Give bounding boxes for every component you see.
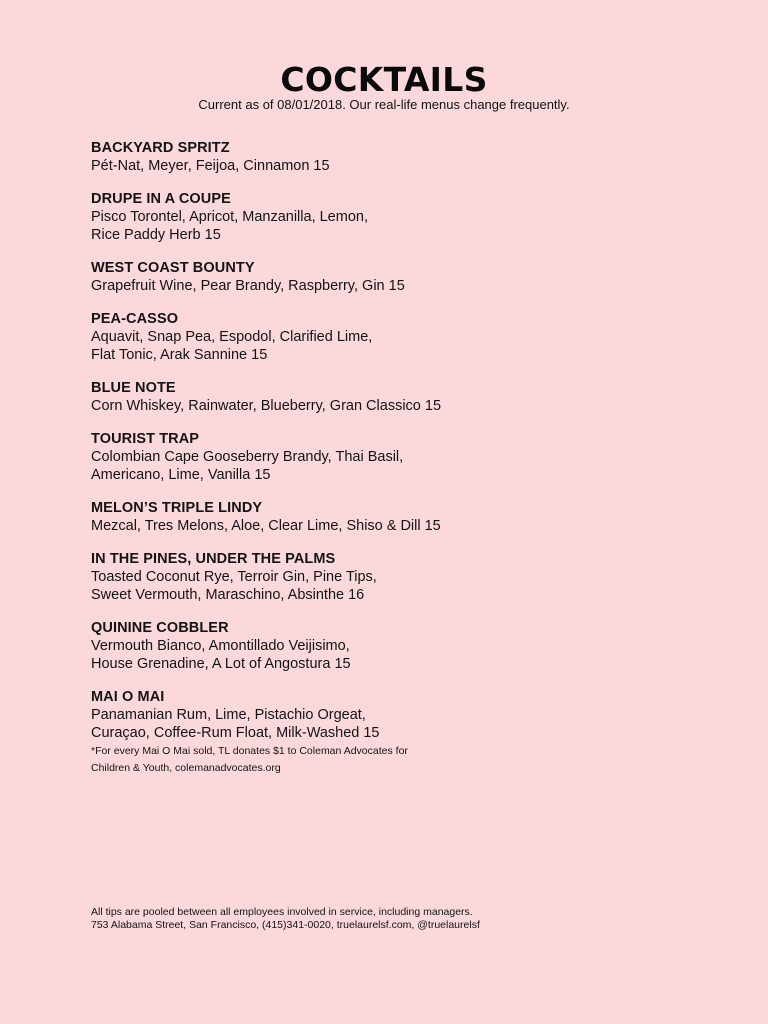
cocktail-name: TOURIST TRAP [91, 431, 200, 447]
cocktail-name: MAI O MAI [91, 689, 165, 705]
cocktail-ingredients: Pét-Nat, Meyer, Feijoa, Cinnamon 15 [91, 158, 330, 174]
cocktail-ingredients: Toasted Coconut Rye, Terroir Gin, Pine Tips, Sweet Vermouth, Maraschino, Absinthe 16 [91, 569, 377, 603]
menu-item-in-the-pines [91, 551, 691, 604]
menu-item-mai-o-mai [91, 689, 691, 777]
cocktail-ingredients: Pisco Torontel, Apricot, Manzanilla, Lemon, Rice Paddy Herb 15 [91, 209, 368, 243]
cocktail-name: QUININE COBBLER [91, 620, 229, 636]
menu-item-tourist-trap [91, 431, 691, 484]
cocktail-ingredients: Grapefruit Wine, Pear Brandy, Raspberry, Gin 15 [91, 278, 405, 294]
cocktail-name: PEA-CASSO [91, 311, 179, 327]
cocktail-name: IN THE PINES, UNDER THE PALMS [91, 551, 336, 567]
cocktail-ingredients: Corn Whiskey, Rainwater, Blueberry, Gran Classico 15 [91, 398, 442, 414]
cocktail-list [91, 140, 691, 793]
menu-item-quinine-cobbler [91, 620, 691, 673]
page-title: COCKTAILS [280, 60, 488, 99]
cocktail-ingredients: Aquavit, Snap Pea, Espodol, Clarified Lime, Flat Tonic, Arak Sannine 15 [91, 329, 373, 363]
footer [91, 906, 480, 932]
tips-note: All tips are pooled between all employees involved in service, including managers. [91, 906, 473, 918]
menu-item-drupe-in-a-coupe [91, 191, 691, 244]
cocktail-ingredients: Panamanian Rum, Lime, Pistachio Orgeat, Curaçao, Coffee-Rum Float, Milk-Washed 15 [91, 707, 380, 741]
menu-item-west-coast-bounty [91, 260, 691, 295]
cocktail-name: BLUE NOTE [91, 380, 176, 396]
menu-item-melons-triple-lindy [91, 500, 691, 535]
cocktail-name: WEST COAST BOUNTY [91, 260, 255, 276]
menu-date-note: Current as of 08/01/2018. Our real-life menus change frequently. [198, 97, 570, 112]
menu-item-blue-note [91, 380, 691, 415]
cocktail-ingredients: Vermouth Bianco, Amontillado Veijisimo, House Grenadine, A Lot of Angostura 15 [91, 638, 351, 672]
menu-item-backyard-spritz [91, 140, 691, 175]
cocktail-name: MELON’S TRIPLE LINDY [91, 500, 263, 516]
menu-item-pea-casso [91, 311, 691, 364]
donation-note: *For every Mai O Mai sold, TL donates $1 to Coleman Advocates for Children & Youth, colemanadvocates.org [91, 745, 408, 774]
cocktail-ingredients: Colombian Cape Gooseberry Brandy, Thai Basil, Americano, Lime, Vanilla 15 [91, 449, 404, 483]
cocktail-ingredients: Mezcal, Tres Melons, Aloe, Clear Lime, Shiso & Dill 15 [91, 518, 441, 534]
cocktail-name: DRUPE IN A COUPE [91, 191, 231, 207]
contact-info: 753 Alabama Street, San Francisco, (415)341-0020, truelaurelsf.com, @truelaurelsf [91, 919, 480, 931]
cocktail-name: BACKYARD SPRITZ [91, 140, 230, 156]
